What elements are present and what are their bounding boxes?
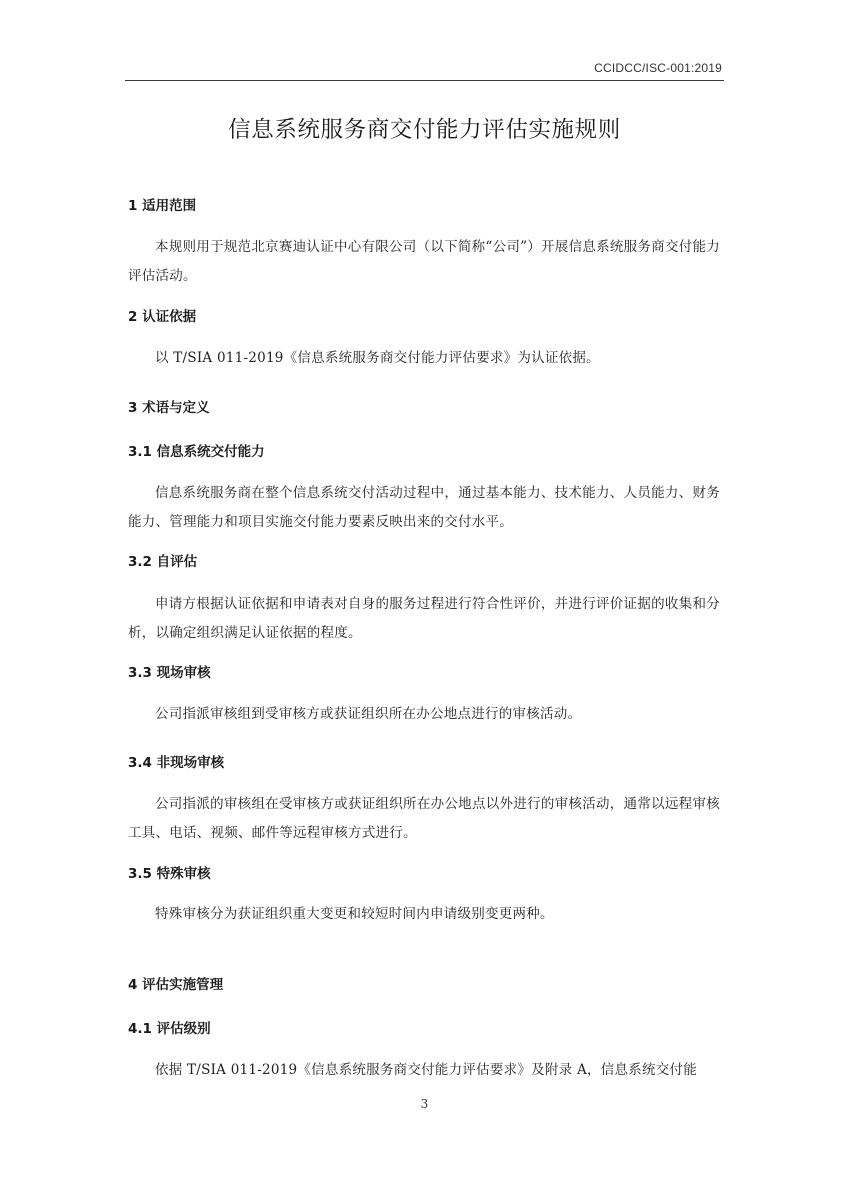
section-heading-assessment-level: 4.1 评估级别 — [128, 1021, 211, 1037]
section-body-special-audit: 特殊审核分为获证组织重大变更和较短时间内申请级别变更两种。 — [155, 906, 554, 922]
document-title: 信息系统服务商交付能力评估实施规则 — [228, 117, 621, 143]
section-body-remote-audit: 公司指派的审核组在受审核方或获证组织所在办公地点以外进行的审核活动，通常以远程审核工具、电话、视频、邮件等远程审核方式进行。 — [128, 796, 720, 841]
section-body-basis: 以 T/SIA 011-2019《信息系统服务商交付能力评估要求》为认证依据。 — [155, 350, 600, 366]
document-code: CCIDCC/ISC-001:2019 — [594, 61, 722, 75]
section-heading-special-audit: 3.5 特殊审核 — [128, 866, 211, 882]
section-heading-terms: 3 术语与定义 — [128, 400, 210, 416]
section-heading-basis: 2 认证依据 — [128, 309, 197, 325]
section-body-onsite-audit: 公司指派审核组到受审核方或获证组织所在办公地点进行的审核活动。 — [155, 706, 582, 722]
section-body-assessment-level: 依据 T/SIA 011-2019《信息系统服务商交付能力评估要求》及附录 A，信息系统交付能 — [155, 1062, 697, 1078]
section-heading-onsite-audit: 3.3 现场审核 — [128, 665, 211, 681]
section-body-delivery-capability: 信息系统服务商在整个信息系统交付活动过程中，通过基本能力、技术能力、人员能力、财务能力、管理能力和项目实施交付能力要素反映出来的交付水平。 — [128, 485, 720, 530]
section-heading-implementation: 4 评估实施管理 — [128, 977, 224, 993]
section-heading-remote-audit: 3.4 非现场审核 — [128, 755, 225, 771]
section-heading-scope: 1 适用范围 — [128, 198, 197, 214]
section-heading-delivery-capability: 3.1 信息系统交付能力 — [128, 444, 265, 460]
section-body-scope: 本规则用于规范北京赛迪认证中心有限公司（以下简称“公司”）开展信息系统服务商交付能力评估活动。 — [128, 239, 720, 284]
section-heading-self-assessment: 3.2 自评估 — [128, 554, 198, 570]
page-number: 3 — [420, 1097, 429, 1111]
section-body-self-assessment: 申请方根据认证依据和申请表对自身的服务过程进行符合性评价，并进行评价证据的收集和分析，以确定组织满足认证依据的程度。 — [128, 596, 720, 641]
header-rule — [125, 80, 724, 81]
